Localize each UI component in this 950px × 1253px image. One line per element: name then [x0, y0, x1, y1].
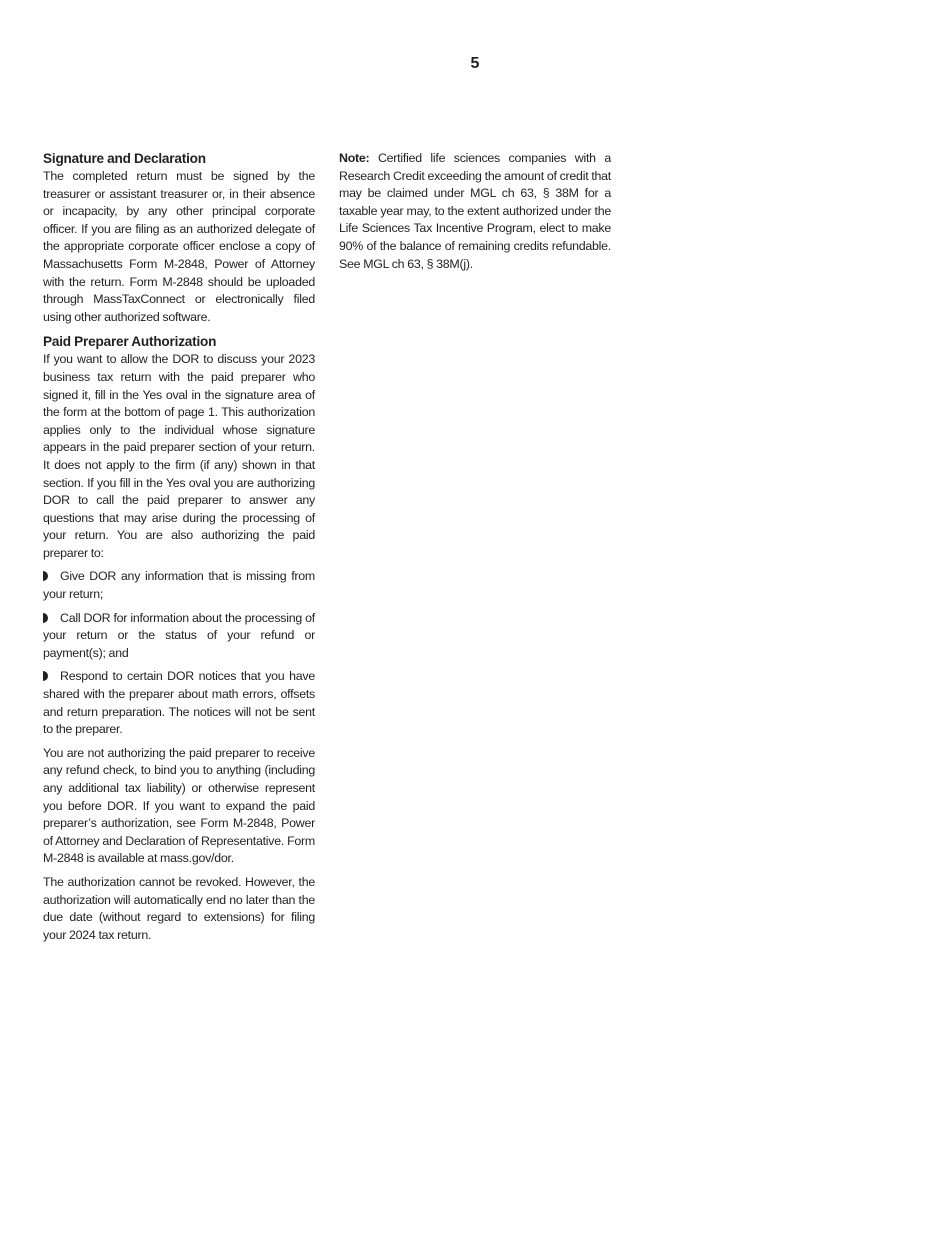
right-column	[339, 150, 611, 273]
life-sciences-note	[339, 150, 611, 273]
list-item-text: Respond to certain DOR notices that you have shared with the preparer about math errors, offsets and return preparation. The notices will not be sent to the preparer.	[43, 669, 315, 737]
note-text: Certified life sciences companies with a Research Credit exceeding the amount of credit that may be claimed under MGL ch 63, § 38M for a taxable year may, to the extent authorized under the Life Sciences Tax Incentive Program, elect to make 90% of the balance of remaining credits refundable. See MGL ch 63, § 38M(j).	[339, 151, 611, 271]
paid-preparer-intro: If you want to allow the DOR to discuss your 2023 business tax return with the paid preparer who signed it, fill in the Yes oval in the signature area of the form at the bottom of page 1. This authorization applies only to the individual whose signature appears in the paid preparer section of your return. It does not apply to the firm (if any) shown in that section. If you fill in the Yes oval you are authorizing DOR to call the paid preparer to answer any questions that may arise during the processing of your return. You are also authorizing the paid preparer to:	[43, 352, 315, 560]
not-authorizing-paragraph: You are not authorizing the paid preparer to receive any refund check, to bind you to anything (including any additional tax liability) or otherwise represent you before DOR. If you want to expand the paid preparer’s authorization, see Form M-2848, Power of Attorney and Declaration of Representative. Form M-2848 is available at mass.gov/dor.	[43, 745, 315, 866]
list-item	[43, 568, 315, 603]
signature-declaration-section	[43, 150, 315, 326]
half-circle-bullet-icon	[43, 571, 49, 581]
list-item-text: Call DOR for information about the processing of your return or the status of your refund or payment(s); and	[43, 610, 315, 660]
signature-declaration-heading: Signature and Declaration	[43, 151, 206, 166]
signature-declaration-body: The completed return must be signed by the treasurer or assistant treasurer or, in their absence or incapacity, by any other principal corporate officer. If you are filing as an authorized delegate of the appropriate corporate officer enclose a copy of Massachusetts Form M-2848, Power of Attorney with the return. Form M-2848 should be uploaded through MassTaxConnect or electronically filed using other authorized software.	[43, 169, 315, 324]
list-item	[43, 668, 315, 738]
list-item	[43, 610, 315, 663]
note-label: Note:	[339, 151, 370, 165]
page-number: 5	[470, 55, 480, 72]
left-column	[43, 150, 315, 944]
list-item-text: Give DOR any information that is missing from your return;	[43, 569, 315, 602]
half-circle-bullet-icon	[43, 671, 49, 681]
paid-preparer-section	[43, 333, 315, 944]
revocation-paragraph: The authorization cannot be revoked. However, the authorization will automatically end no later than the due date (without regard to extensions) for filing your 2024 tax return.	[43, 874, 315, 942]
paid-preparer-heading: Paid Preparer Authorization	[43, 334, 217, 350]
half-circle-bullet-icon	[43, 613, 49, 623]
